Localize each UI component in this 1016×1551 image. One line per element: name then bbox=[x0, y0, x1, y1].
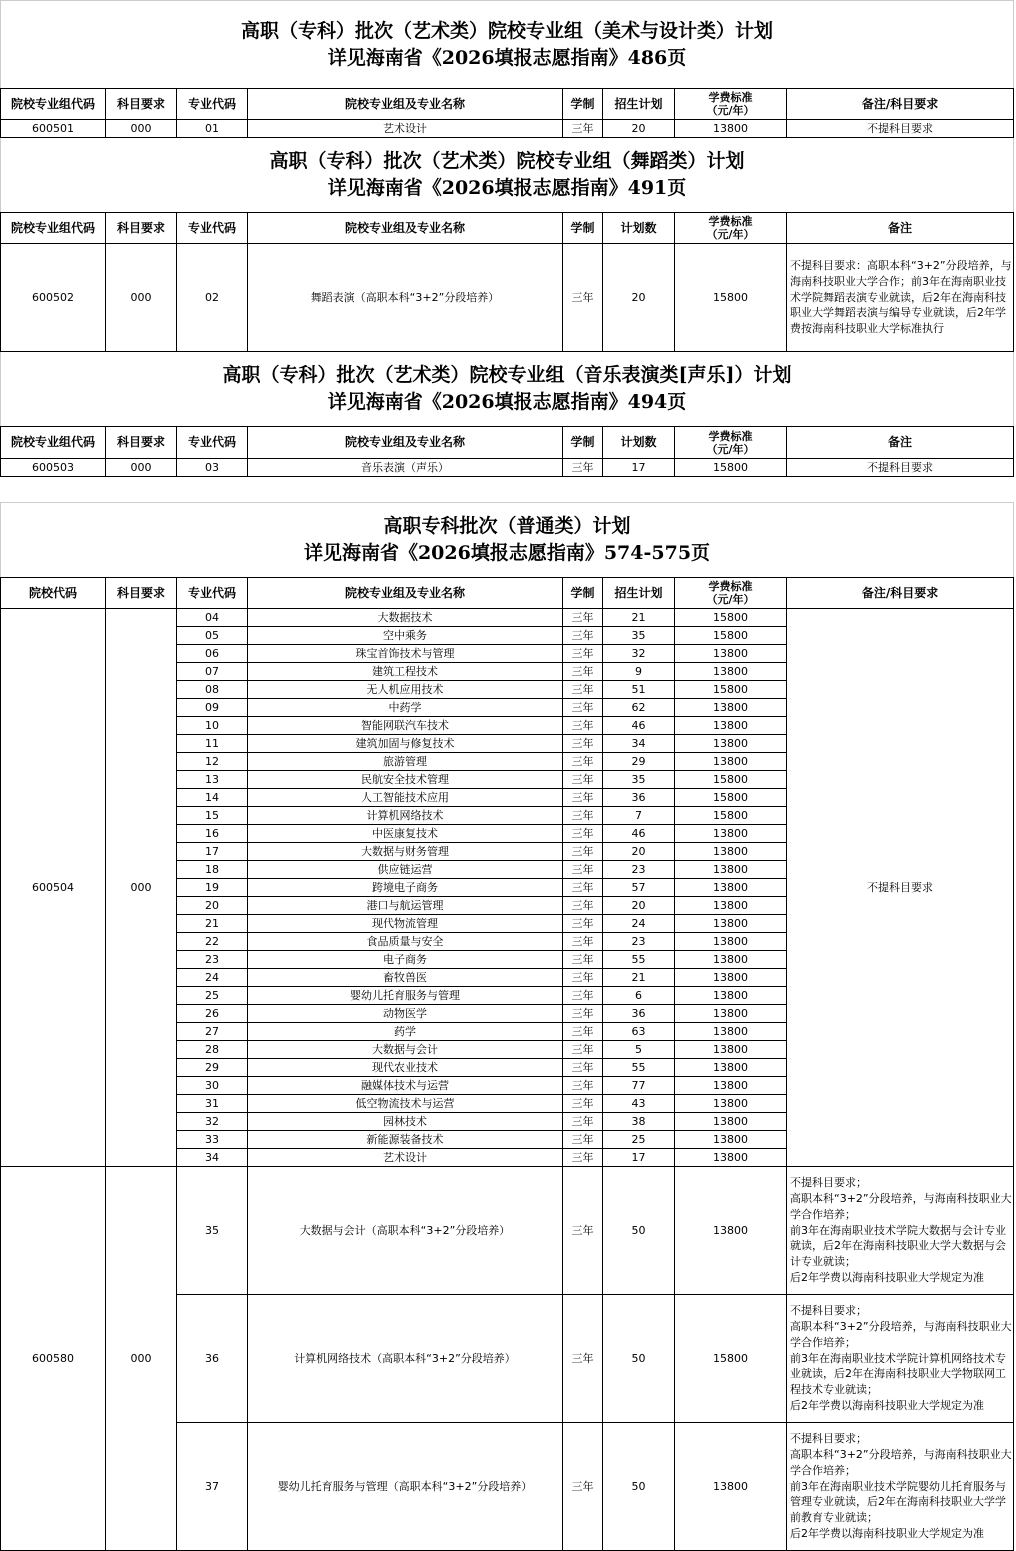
section-title bbox=[1, 352, 1014, 427]
duration: 三年 bbox=[563, 753, 603, 771]
section-title bbox=[1, 503, 1014, 578]
duration: 三年 bbox=[563, 1423, 603, 1551]
note-line: 后2年学费以海南科技职业大学规定为准 bbox=[790, 1399, 984, 1413]
note-line: 不提科目要求； bbox=[790, 1175, 867, 1189]
note bbox=[787, 1167, 1014, 1295]
header-major-name: 院校专业组及专业名称 bbox=[248, 213, 563, 244]
header-row bbox=[1, 89, 1014, 120]
table-row bbox=[1, 1167, 1014, 1295]
note: 不提科目要求 bbox=[787, 120, 1014, 138]
header-subject: 科目要求 bbox=[106, 89, 177, 120]
major-name: 低空物流技术与运营 bbox=[248, 1095, 563, 1113]
major-name: 婴幼儿托育服务与管理（高职本科“3+2”分段培养） bbox=[248, 1423, 563, 1551]
plan-count: 9 bbox=[603, 663, 675, 681]
section-title bbox=[1, 1, 1014, 89]
tuition: 13800 bbox=[675, 753, 787, 771]
major-code: 06 bbox=[177, 645, 248, 663]
major-name: 空中乘务 bbox=[248, 627, 563, 645]
duration: 三年 bbox=[563, 987, 603, 1005]
tuition: 13800 bbox=[675, 969, 787, 987]
header-fee bbox=[675, 578, 787, 609]
major-code: 12 bbox=[177, 753, 248, 771]
major-code: 17 bbox=[177, 843, 248, 861]
duration: 三年 bbox=[563, 1295, 603, 1423]
major-code: 13 bbox=[177, 771, 248, 789]
major-name: 大数据与财务管理 bbox=[248, 843, 563, 861]
major-code: 16 bbox=[177, 825, 248, 843]
tuition: 13800 bbox=[675, 951, 787, 969]
major-name: 珠宝首饰技术与管理 bbox=[248, 645, 563, 663]
major-code: 02 bbox=[177, 244, 248, 352]
plan-count: 36 bbox=[603, 1005, 675, 1023]
header-major-name: 院校专业组及专业名称 bbox=[248, 89, 563, 120]
tuition: 13800 bbox=[675, 861, 787, 879]
duration: 三年 bbox=[563, 735, 603, 753]
plan-count: 5 bbox=[603, 1041, 675, 1059]
duration: 三年 bbox=[563, 789, 603, 807]
header-plan: 计划数 bbox=[603, 427, 675, 459]
plan-count: 32 bbox=[603, 645, 675, 663]
tuition: 15800 bbox=[675, 789, 787, 807]
tuition: 13800 bbox=[675, 1149, 787, 1167]
section-title-row bbox=[1, 352, 1014, 427]
major-name: 动物医学 bbox=[248, 1005, 563, 1023]
note bbox=[787, 1423, 1014, 1551]
major-name: 食品质量与安全 bbox=[248, 933, 563, 951]
duration: 三年 bbox=[563, 1041, 603, 1059]
header-row bbox=[1, 427, 1014, 459]
major-name: 园林技术 bbox=[248, 1113, 563, 1131]
header-major-code: 专业代码 bbox=[177, 89, 248, 120]
section-title-row bbox=[1, 1, 1014, 89]
tuition: 13800 bbox=[675, 717, 787, 735]
header-major-name: 院校专业组及专业名称 bbox=[248, 578, 563, 609]
note: 不提科目要求：高职本科“3+2”分段培养，与海南科技职业大学合作；前3年在海南职业技术学院舞蹈表演专业就读，后2年在海南科技职业大学舞蹈表演与编导专业就读，后2年学费按海南科技职业大学标准执行 bbox=[787, 244, 1014, 352]
duration: 三年 bbox=[563, 663, 603, 681]
tuition: 13800 bbox=[675, 645, 787, 663]
major-name: 艺术设计 bbox=[248, 1149, 563, 1167]
duration: 三年 bbox=[563, 1059, 603, 1077]
plan-count: 38 bbox=[603, 1113, 675, 1131]
tuition: 13800 bbox=[675, 825, 787, 843]
plan-count: 17 bbox=[603, 1149, 675, 1167]
section-title-row bbox=[1, 503, 1014, 578]
tuition: 15800 bbox=[675, 609, 787, 627]
plan-count: 7 bbox=[603, 807, 675, 825]
plan-count: 6 bbox=[603, 987, 675, 1005]
duration: 三年 bbox=[563, 1149, 603, 1167]
duration: 三年 bbox=[563, 609, 603, 627]
major-code: 14 bbox=[177, 789, 248, 807]
major-name: 跨境电子商务 bbox=[248, 879, 563, 897]
major-name: 现代农业技术 bbox=[248, 1059, 563, 1077]
plan-count: 36 bbox=[603, 789, 675, 807]
tuition: 13800 bbox=[675, 663, 787, 681]
plan-count: 46 bbox=[603, 825, 675, 843]
major-name: 舞蹈表演（高职本科“3+2”分段培养） bbox=[248, 244, 563, 352]
spacer-row bbox=[1, 477, 1014, 503]
major-code: 23 bbox=[177, 951, 248, 969]
major-code: 37 bbox=[177, 1423, 248, 1551]
note-line: 后2年学费以海南科技职业大学规定为准 bbox=[790, 1271, 984, 1285]
duration: 三年 bbox=[563, 969, 603, 987]
note-line: 后2年学费以海南科技职业大学规定为准 bbox=[790, 1527, 984, 1541]
note bbox=[787, 1295, 1014, 1423]
major-name: 供应链运营 bbox=[248, 861, 563, 879]
major-name: 电子商务 bbox=[248, 951, 563, 969]
major-code: 09 bbox=[177, 699, 248, 717]
group-code: 600580 bbox=[1, 1167, 106, 1551]
major-code: 31 bbox=[177, 1095, 248, 1113]
note-line: 前3年在海南职业技术学院大数据与会计专业就读，后2年在海南科技职业大学大数据与会计专业就读； bbox=[790, 1223, 1006, 1269]
header-fee bbox=[675, 89, 787, 120]
duration: 三年 bbox=[563, 1077, 603, 1095]
duration: 三年 bbox=[563, 933, 603, 951]
major-name: 人工智能技术应用 bbox=[248, 789, 563, 807]
header-duration: 学制 bbox=[563, 427, 603, 459]
major-code: 05 bbox=[177, 627, 248, 645]
major-name: 大数据技术 bbox=[248, 609, 563, 627]
major-name: 音乐表演（声乐） bbox=[248, 459, 563, 477]
header-fee-line1: 学费标准 bbox=[708, 215, 753, 228]
major-name: 无人机应用技术 bbox=[248, 681, 563, 699]
plan-count: 29 bbox=[603, 753, 675, 771]
section-title-line1: 高职（专科）批次（艺术类）院校专业组（舞蹈类）计划 bbox=[269, 150, 745, 172]
duration: 三年 bbox=[563, 459, 603, 477]
duration: 三年 bbox=[563, 645, 603, 663]
header-duration: 学制 bbox=[563, 578, 603, 609]
major-name: 艺术设计 bbox=[248, 120, 563, 138]
tuition: 15800 bbox=[675, 244, 787, 352]
major-name: 畜牧兽医 bbox=[248, 969, 563, 987]
plan-count: 20 bbox=[603, 244, 675, 352]
subject-req: 000 bbox=[106, 459, 177, 477]
tuition: 13800 bbox=[675, 879, 787, 897]
table-row bbox=[1, 120, 1014, 138]
duration: 三年 bbox=[563, 951, 603, 969]
major-code: 36 bbox=[177, 1295, 248, 1423]
plan-count: 77 bbox=[603, 1077, 675, 1095]
header-subject: 科目要求 bbox=[106, 578, 177, 609]
major-name: 建筑工程技术 bbox=[248, 663, 563, 681]
major-name: 旅游管理 bbox=[248, 753, 563, 771]
header-plan: 招生计划 bbox=[603, 578, 675, 609]
duration: 三年 bbox=[563, 627, 603, 645]
duration: 三年 bbox=[563, 699, 603, 717]
group-code: 600503 bbox=[1, 459, 106, 477]
plan-count: 55 bbox=[603, 951, 675, 969]
tuition: 13800 bbox=[675, 1005, 787, 1023]
tuition: 13800 bbox=[675, 699, 787, 717]
major-name: 药学 bbox=[248, 1023, 563, 1041]
duration: 三年 bbox=[563, 1113, 603, 1131]
tuition: 15800 bbox=[675, 1295, 787, 1423]
major-code: 27 bbox=[177, 1023, 248, 1041]
header-row bbox=[1, 213, 1014, 244]
tuition: 13800 bbox=[675, 987, 787, 1005]
plan-count: 57 bbox=[603, 879, 675, 897]
plan-count: 20 bbox=[603, 120, 675, 138]
header-plan: 招生计划 bbox=[603, 89, 675, 120]
major-name: 大数据与会计 bbox=[248, 1041, 563, 1059]
major-name: 新能源装备技术 bbox=[248, 1131, 563, 1149]
header-fee-line2: （元/年） bbox=[706, 593, 755, 606]
header-fee-line2: （元/年） bbox=[706, 104, 755, 117]
tuition: 13800 bbox=[675, 897, 787, 915]
plan-count: 35 bbox=[603, 771, 675, 789]
spacer bbox=[1, 477, 1014, 503]
plan-count: 35 bbox=[603, 627, 675, 645]
header-fee-line1: 学费标准 bbox=[708, 580, 753, 593]
major-name: 智能网联汽车技术 bbox=[248, 717, 563, 735]
tuition: 13800 bbox=[675, 933, 787, 951]
major-name: 中药学 bbox=[248, 699, 563, 717]
note-line: 高职本科“3+2”分段培养，与海南科技职业大学合作培养； bbox=[790, 1447, 1012, 1477]
section-title-line2: 详见海南省《2026填报志愿指南》486页 bbox=[327, 46, 687, 69]
major-code: 28 bbox=[177, 1041, 248, 1059]
plan-count: 23 bbox=[603, 933, 675, 951]
note-line: 高职本科“3+2”分段培养，与海南科技职业大学合作培养； bbox=[790, 1319, 1012, 1349]
duration: 三年 bbox=[563, 1167, 603, 1295]
duration: 三年 bbox=[563, 843, 603, 861]
section-title-line2: 详见海南省《2026填报志愿指南》494页 bbox=[327, 391, 687, 413]
plan-count: 50 bbox=[603, 1423, 675, 1551]
plan-count: 43 bbox=[603, 1095, 675, 1113]
header-group-code: 院校代码 bbox=[1, 578, 106, 609]
header-major-name: 院校专业组及专业名称 bbox=[248, 427, 563, 459]
note-line: 前3年在海南职业技术学院计算机网络技术专业就读，后2年在海南科技职业大学物联网工程技术专业就读； bbox=[790, 1351, 1006, 1397]
major-name: 建筑加固与修复技术 bbox=[248, 735, 563, 753]
tuition: 13800 bbox=[675, 1131, 787, 1149]
tuition: 15800 bbox=[675, 459, 787, 477]
header-major-code: 专业代码 bbox=[177, 578, 248, 609]
header-major-code: 专业代码 bbox=[177, 427, 248, 459]
plan-count: 55 bbox=[603, 1059, 675, 1077]
major-code: 30 bbox=[177, 1077, 248, 1095]
header-fee bbox=[675, 427, 787, 459]
major-code: 24 bbox=[177, 969, 248, 987]
group-code: 600504 bbox=[1, 609, 106, 1167]
header-group-code: 院校专业组代码 bbox=[1, 427, 106, 459]
section-title-line2: 详见海南省《2026填报志愿指南》574-575页 bbox=[303, 542, 711, 564]
note-line: 前3年在海南职业技术学院婴幼儿托育服务与管理专业就读，后2年在海南科技职业大学学前教育专业就读； bbox=[790, 1479, 1006, 1525]
major-name: 民航安全技术管理 bbox=[248, 771, 563, 789]
duration: 三年 bbox=[563, 861, 603, 879]
major-code: 03 bbox=[177, 459, 248, 477]
subject-req: 000 bbox=[106, 1167, 177, 1551]
major-code: 32 bbox=[177, 1113, 248, 1131]
note-line: 不提科目要求； bbox=[790, 1303, 867, 1317]
duration: 三年 bbox=[563, 1023, 603, 1041]
tuition: 13800 bbox=[675, 1113, 787, 1131]
major-name: 大数据与会计（高职本科“3+2”分段培养） bbox=[248, 1167, 563, 1295]
duration: 三年 bbox=[563, 681, 603, 699]
subject-req: 000 bbox=[106, 120, 177, 138]
tuition: 13800 bbox=[675, 120, 787, 138]
plan-count: 24 bbox=[603, 915, 675, 933]
plan-count: 51 bbox=[603, 681, 675, 699]
plan-count: 63 bbox=[603, 1023, 675, 1041]
major-code: 10 bbox=[177, 717, 248, 735]
header-group-code: 院校专业组代码 bbox=[1, 213, 106, 244]
header-row bbox=[1, 578, 1014, 609]
duration: 三年 bbox=[563, 244, 603, 352]
major-code: 21 bbox=[177, 915, 248, 933]
header-fee-line1: 学费标准 bbox=[708, 91, 753, 104]
header-subject: 科目要求 bbox=[106, 427, 177, 459]
note-line: 高职本科“3+2”分段培养，与海南科技职业大学合作培养； bbox=[790, 1191, 1012, 1221]
plan-count: 46 bbox=[603, 717, 675, 735]
section-title-line2: 详见海南省《2026填报志愿指南》491页 bbox=[327, 177, 687, 199]
plan-count: 17 bbox=[603, 459, 675, 477]
tuition: 13800 bbox=[675, 1423, 787, 1551]
header-fee-line1: 学费标准 bbox=[708, 429, 753, 443]
major-code: 18 bbox=[177, 861, 248, 879]
table-row bbox=[1, 609, 1014, 627]
tuition: 15800 bbox=[675, 771, 787, 789]
major-code: 01 bbox=[177, 120, 248, 138]
subject-req: 000 bbox=[106, 609, 177, 1167]
plan-count: 20 bbox=[603, 843, 675, 861]
tuition: 13800 bbox=[675, 1095, 787, 1113]
tuition: 13800 bbox=[675, 735, 787, 753]
header-group-code: 院校专业组代码 bbox=[1, 89, 106, 120]
plan-count: 50 bbox=[603, 1295, 675, 1423]
note: 不提科目要求 bbox=[787, 459, 1014, 477]
header-note: 备注 bbox=[787, 427, 1014, 459]
section-title bbox=[1, 138, 1014, 213]
major-code: 20 bbox=[177, 897, 248, 915]
tuition: 15800 bbox=[675, 807, 787, 825]
plan-count: 21 bbox=[603, 609, 675, 627]
duration: 三年 bbox=[563, 915, 603, 933]
duration: 三年 bbox=[563, 807, 603, 825]
plan-count: 20 bbox=[603, 897, 675, 915]
header-note: 备注/科目要求 bbox=[787, 89, 1014, 120]
header-duration: 学制 bbox=[563, 89, 603, 120]
header-plan: 计划数 bbox=[603, 213, 675, 244]
tuition: 13800 bbox=[675, 1077, 787, 1095]
major-name: 融媒体技术与运营 bbox=[248, 1077, 563, 1095]
duration: 三年 bbox=[563, 1131, 603, 1149]
major-code: 19 bbox=[177, 879, 248, 897]
plan-count: 25 bbox=[603, 1131, 675, 1149]
plan-count: 62 bbox=[603, 699, 675, 717]
header-fee-line2: （元/年） bbox=[706, 442, 755, 456]
duration: 三年 bbox=[563, 879, 603, 897]
header-duration: 学制 bbox=[563, 213, 603, 244]
major-code: 08 bbox=[177, 681, 248, 699]
tuition: 15800 bbox=[675, 627, 787, 645]
tuition: 13800 bbox=[675, 1167, 787, 1295]
major-code: 04 bbox=[177, 609, 248, 627]
plan-count: 23 bbox=[603, 861, 675, 879]
header-fee bbox=[675, 213, 787, 244]
plan-count: 21 bbox=[603, 969, 675, 987]
section-title-line1: 高职专科批次（普通类）计划 bbox=[383, 515, 631, 537]
duration: 三年 bbox=[563, 1005, 603, 1023]
section-title-line1: 高职（专科）批次（艺术类）院校专业组（音乐表演类[声乐]）计划 bbox=[222, 364, 792, 386]
tuition: 13800 bbox=[675, 843, 787, 861]
tuition: 15800 bbox=[675, 681, 787, 699]
duration: 三年 bbox=[563, 897, 603, 915]
major-name: 计算机网络技术（高职本科“3+2”分段培养） bbox=[248, 1295, 563, 1423]
duration: 三年 bbox=[563, 825, 603, 843]
major-code: 26 bbox=[177, 1005, 248, 1023]
group-code: 600501 bbox=[1, 120, 106, 138]
tuition: 13800 bbox=[675, 1023, 787, 1041]
major-name: 中医康复技术 bbox=[248, 825, 563, 843]
header-fee-line2: （元/年） bbox=[706, 228, 755, 241]
plan-count: 50 bbox=[603, 1167, 675, 1295]
major-code: 35 bbox=[177, 1167, 248, 1295]
major-code: 07 bbox=[177, 663, 248, 681]
major-name: 婴幼儿托育服务与管理 bbox=[248, 987, 563, 1005]
major-code: 33 bbox=[177, 1131, 248, 1149]
header-subject: 科目要求 bbox=[106, 213, 177, 244]
section-title-line1: 高职（专科）批次（艺术类）院校专业组（美术与设计类）计划 bbox=[241, 19, 774, 42]
major-name: 计算机网络技术 bbox=[248, 807, 563, 825]
duration: 三年 bbox=[563, 771, 603, 789]
tuition: 13800 bbox=[675, 1041, 787, 1059]
duration: 三年 bbox=[563, 120, 603, 138]
group-code: 600502 bbox=[1, 244, 106, 352]
major-code: 11 bbox=[177, 735, 248, 753]
tuition: 13800 bbox=[675, 1059, 787, 1077]
major-code: 22 bbox=[177, 933, 248, 951]
major-name: 港口与航运管理 bbox=[248, 897, 563, 915]
table-row bbox=[1, 459, 1014, 477]
duration: 三年 bbox=[563, 717, 603, 735]
major-code: 25 bbox=[177, 987, 248, 1005]
header-note: 备注 bbox=[787, 213, 1014, 244]
major-code: 34 bbox=[177, 1149, 248, 1167]
section-title-row bbox=[1, 138, 1014, 213]
major-code: 29 bbox=[177, 1059, 248, 1077]
header-major-code: 专业代码 bbox=[177, 213, 248, 244]
table-row bbox=[1, 244, 1014, 352]
subject-req: 000 bbox=[106, 244, 177, 352]
note: 不提科目要求 bbox=[787, 609, 1014, 1167]
duration: 三年 bbox=[563, 1095, 603, 1113]
header-note: 备注/科目要求 bbox=[787, 578, 1014, 609]
tuition: 13800 bbox=[675, 915, 787, 933]
major-name: 现代物流管理 bbox=[248, 915, 563, 933]
plan-count: 34 bbox=[603, 735, 675, 753]
major-code: 15 bbox=[177, 807, 248, 825]
note-line: 不提科目要求； bbox=[790, 1431, 867, 1445]
